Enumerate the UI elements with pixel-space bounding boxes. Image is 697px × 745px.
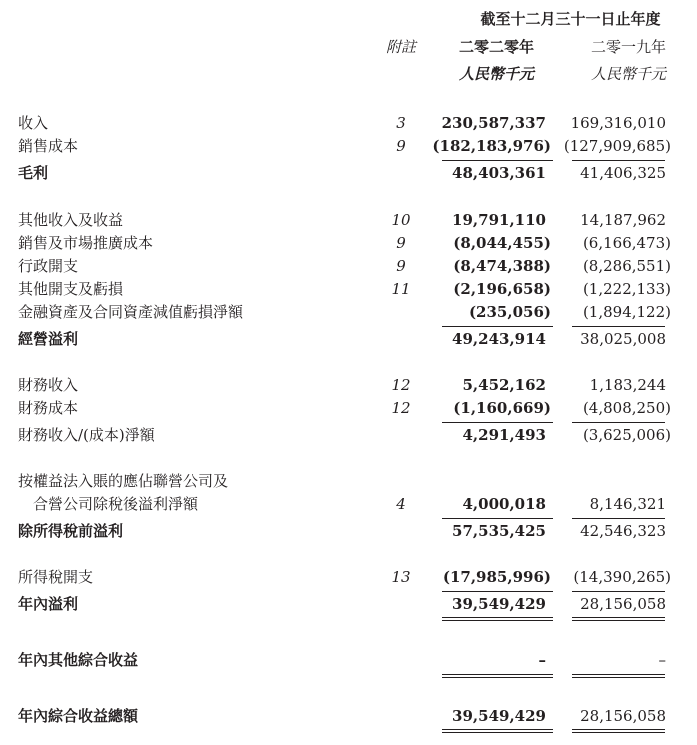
double-underline — [572, 620, 665, 621]
row-label-total-comprehensive: 年內綜合收益總額 — [18, 707, 139, 725]
divider-line — [572, 160, 665, 161]
row-prior-profit-before-tax: 42,546,323 — [580, 522, 666, 540]
year-current-header: 二零二零年 — [458, 38, 534, 56]
row-current-finance-costs: (1,160,669) — [453, 399, 551, 417]
divider-line — [572, 326, 665, 327]
row-current-selling-costs: (8,044,455) — [453, 234, 551, 252]
row-prior-impairment-losses: (1,894,122) — [582, 303, 671, 321]
row-current-operating-profit: 49,243,914 — [452, 330, 546, 348]
row-current-cost-of-sales: (182,183,976) — [432, 137, 551, 155]
row-note-cost-of-sales: 9 — [396, 137, 406, 155]
divider-line — [442, 591, 553, 592]
row-prior-revenue: 169,316,010 — [570, 114, 666, 132]
double-underline — [442, 729, 553, 730]
row-current-associates-share: 4,000,018 — [462, 495, 546, 513]
double-underline — [442, 620, 553, 621]
row-prior-associates-share: 8,146,321 — [589, 495, 666, 513]
row-label-gross-profit: 毛利 — [18, 164, 49, 182]
row-label-income-tax: 所得稅開支 — [18, 568, 94, 586]
row-note-finance-costs: 12 — [391, 399, 411, 417]
double-underline — [442, 677, 553, 678]
row-current-revenue: 230,587,337 — [441, 114, 546, 132]
row-label-associates-share-line2: 合營公司除稅後溢利淨額 — [33, 495, 199, 513]
row-note-other-income: 10 — [391, 211, 411, 229]
row-prior-other-expenses: (1,222,133) — [582, 280, 671, 298]
currency-current-header: 人民幣千元 — [458, 65, 534, 83]
double-underline — [572, 617, 665, 618]
row-label-admin-expenses: 行政開支 — [18, 257, 79, 275]
double-underline — [572, 674, 665, 675]
row-current-other-income: 19,791,110 — [452, 211, 546, 229]
row-note-other-expenses: 11 — [391, 280, 411, 298]
row-label-selling-costs: 銷售及市場推廣成本 — [18, 234, 154, 252]
row-prior-gross-profit: 41,406,325 — [580, 164, 666, 182]
note-column-header: 附註 — [385, 38, 416, 56]
row-prior-net-finance: (3,625,006) — [582, 426, 671, 444]
row-prior-finance-costs: (4,808,250) — [582, 399, 671, 417]
row-note-selling-costs: 9 — [396, 234, 406, 252]
row-prior-profit-for-year: 28,156,058 — [580, 595, 666, 613]
row-current-finance-income: 5,452,162 — [462, 376, 546, 394]
divider-line — [442, 326, 553, 327]
row-prior-other-comprehensive: – — [658, 651, 666, 669]
divider-line — [442, 518, 553, 519]
divider-line — [442, 422, 553, 423]
row-current-admin-expenses: (8,474,388) — [453, 257, 551, 275]
row-label-other-comprehensive: 年內其他綜合收益 — [18, 651, 139, 669]
currency-prior-header: 人民幣千元 — [590, 65, 666, 83]
row-current-other-expenses: (2,196,658) — [453, 280, 551, 298]
row-current-total-comprehensive: 39,549,429 — [452, 707, 546, 725]
row-prior-admin-expenses: (8,286,551) — [582, 257, 671, 275]
row-prior-total-comprehensive: 28,156,058 — [580, 707, 666, 725]
divider-line — [572, 591, 665, 592]
divider-line — [442, 160, 553, 161]
row-label-net-finance: 財務收入/(成本)淨額 — [18, 426, 155, 444]
row-label-profit-before-tax: 除所得稅前溢利 — [18, 522, 124, 540]
row-label-operating-profit: 經營溢利 — [18, 330, 79, 348]
row-current-impairment-losses: (235,056) — [468, 303, 551, 321]
row-label-revenue: 收入 — [18, 114, 49, 132]
double-underline — [442, 617, 553, 618]
row-prior-cost-of-sales: (127,909,685) — [563, 137, 671, 155]
row-label-cost-of-sales: 銷售成本 — [18, 137, 79, 155]
row-note-income-tax: 13 — [391, 568, 411, 586]
row-prior-finance-income: 1,183,244 — [589, 376, 666, 394]
row-current-income-tax: (17,985,996) — [442, 568, 551, 586]
double-underline — [442, 732, 553, 733]
row-note-associates-share: 4 — [396, 495, 406, 513]
row-label-finance-income: 財務收入 — [18, 376, 79, 394]
double-underline — [572, 729, 665, 730]
double-underline — [572, 732, 665, 733]
row-prior-other-income: 14,187,962 — [580, 211, 666, 229]
period-header: 截至十二月三十一日止年度 — [480, 10, 661, 28]
row-note-revenue: 3 — [396, 114, 406, 132]
year-prior-header: 二零一九年 — [590, 38, 666, 56]
row-current-profit-for-year: 39,549,429 — [452, 595, 546, 613]
row-prior-selling-costs: (6,166,473) — [582, 234, 671, 252]
row-current-net-finance: 4,291,493 — [462, 426, 546, 444]
row-label-other-expenses: 其他開支及虧損 — [18, 280, 124, 298]
row-label-impairment-losses: 金融資產及合同資產減值虧損淨額 — [18, 303, 244, 321]
row-label-other-income: 其他收入及收益 — [18, 211, 124, 229]
double-underline — [442, 674, 553, 675]
row-note-admin-expenses: 9 — [396, 257, 406, 275]
row-current-profit-before-tax: 57,535,425 — [452, 522, 546, 540]
row-label-associates-share: 按權益法入賬的應佔聯營公司及 — [18, 472, 229, 490]
divider-line — [572, 518, 665, 519]
row-current-other-comprehensive: – — [538, 651, 546, 669]
double-underline — [572, 677, 665, 678]
row-label-profit-for-year: 年內溢利 — [18, 595, 79, 613]
row-prior-operating-profit: 38,025,008 — [580, 330, 666, 348]
row-current-gross-profit: 48,403,361 — [452, 164, 546, 182]
divider-line — [572, 422, 665, 423]
row-label-finance-costs: 財務成本 — [18, 399, 79, 417]
row-prior-income-tax: (14,390,265) — [573, 568, 671, 586]
row-note-finance-income: 12 — [391, 376, 411, 394]
